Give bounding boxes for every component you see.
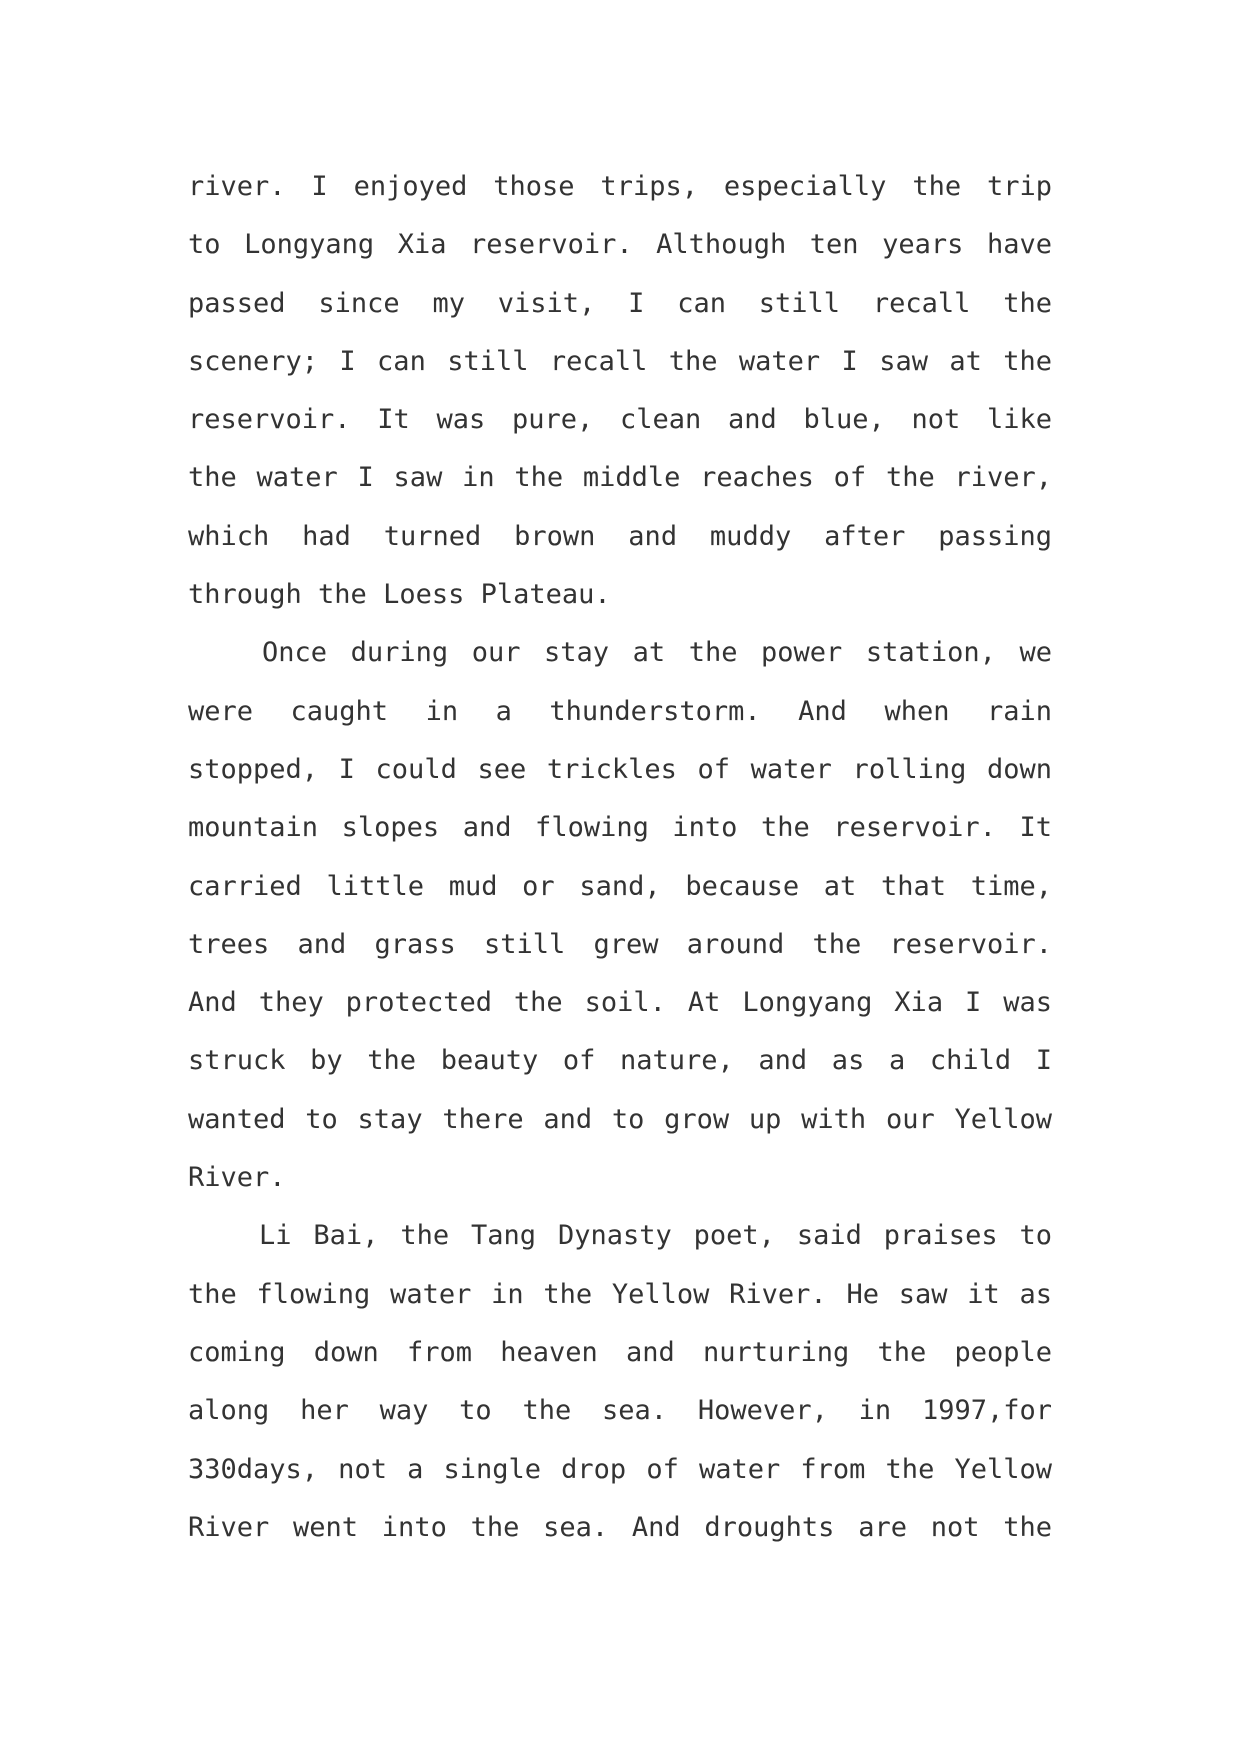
text-line: coming down from heaven and nurturing the people xyxy=(188,1336,1052,1368)
text-line: reservoir. It was pure, clean and blue, not like xyxy=(188,404,1052,436)
paragraph-first-line: Li Bai, the Tang Dynasty poet, said praises to xyxy=(259,1220,1052,1252)
text-line: 330days, not a single drop of water from the Yellow xyxy=(188,1453,1052,1485)
text-line: the water I saw in the middle reaches of the river, xyxy=(188,462,1052,494)
text-line: struck by the beauty of nature, and as a child I xyxy=(188,1045,1052,1077)
text-line: river. I enjoyed those trips, especially the trip xyxy=(188,171,1052,202)
text-line: mountain slopes and flowing into the reservoir. It xyxy=(188,812,1052,844)
text-line: which had turned brown and muddy after passing xyxy=(188,520,1052,552)
body-text xyxy=(188,158,1052,1557)
paragraph-first-line: Once during our stay at the power station, we xyxy=(262,637,1052,669)
text-line: to Longyang Xia reservoir. Although ten years have xyxy=(188,229,1052,261)
text-line: through the Loess Plateau. xyxy=(188,579,611,611)
text-line: River went into the sea. And droughts are not the xyxy=(188,1511,1052,1543)
text-line: stopped, I could see trickles of water rolling down xyxy=(188,753,1052,785)
text-line: wanted to stay there and to grow up with our Yellow xyxy=(188,1103,1052,1135)
text-line: carried little mud or sand, because at that time, xyxy=(188,870,1052,902)
text-line: along her way to the sea. However, in 1997,for xyxy=(188,1395,1052,1427)
text-line: were caught in a thunderstorm. And when rain xyxy=(188,695,1052,727)
text-line: the flowing water in the Yellow River. He saw it as xyxy=(188,1278,1052,1310)
text-line: River. xyxy=(188,1162,286,1194)
text-line: trees and grass still grew around the reservoir. xyxy=(188,928,1052,960)
text-line: And they protected the soil. At Longyang Xia I was xyxy=(188,987,1052,1019)
text-line: passed since my visit, I can still recall the xyxy=(188,287,1052,319)
text-line: scenery; I can still recall the water I saw at the xyxy=(188,345,1052,377)
